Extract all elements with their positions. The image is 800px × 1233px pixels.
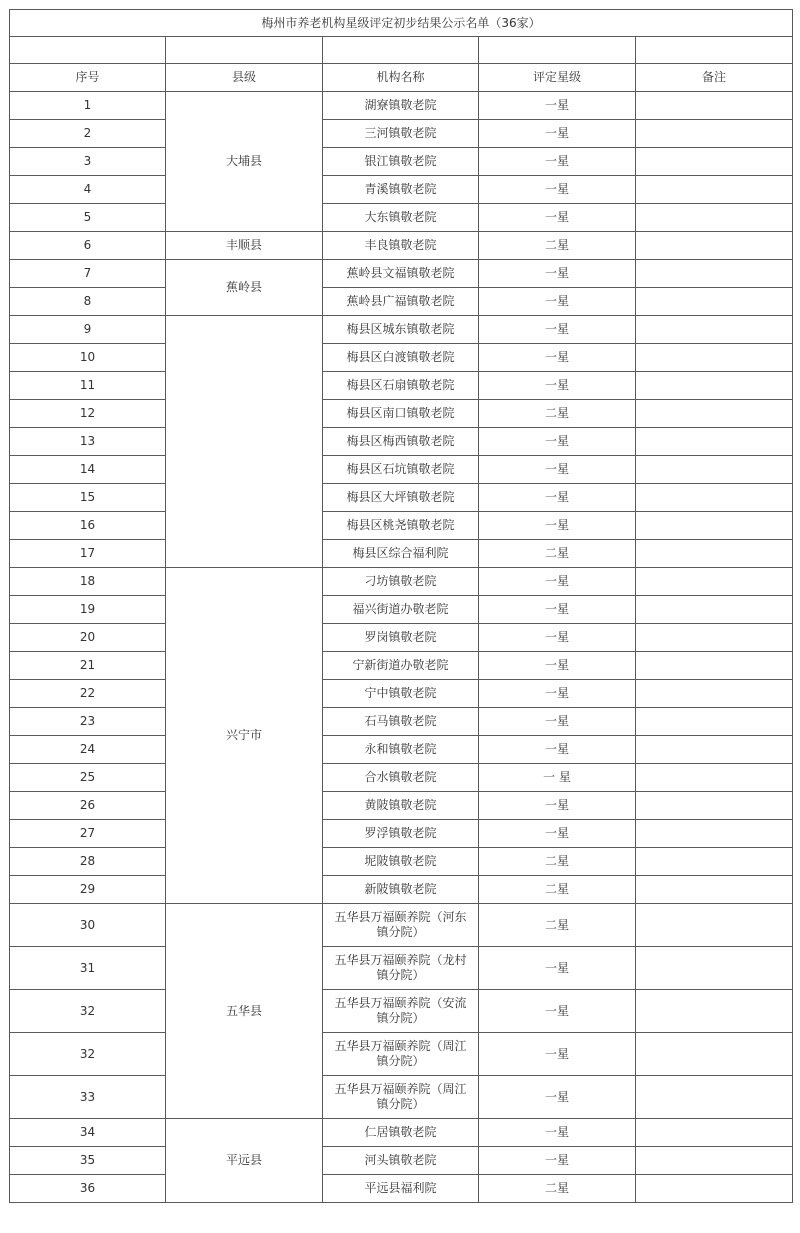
remark-cell	[636, 400, 793, 428]
star-rating: 一星	[479, 1147, 636, 1175]
table-row	[10, 372, 793, 400]
star-rating: 一星	[479, 680, 636, 708]
col-header-remark: 备注	[636, 64, 793, 92]
remark-cell	[636, 232, 793, 260]
county-cell: 五华县	[166, 904, 323, 1119]
star-rating: 二星	[479, 400, 636, 428]
row-number: 6	[10, 232, 166, 260]
remark-cell	[636, 260, 793, 288]
institution-name: 黄陂镇敬老院	[323, 792, 479, 820]
remark-cell	[636, 540, 793, 568]
institution-name: 梅县区城东镇敬老院	[323, 316, 479, 344]
star-rating: 一星	[479, 947, 636, 990]
institution-name: 仁居镇敬老院	[323, 1119, 479, 1147]
table-row	[10, 652, 793, 680]
institution-name: 五华县万福颐养院（龙村镇分院）	[323, 947, 479, 990]
county-cell	[166, 316, 323, 568]
row-number: 30	[10, 904, 166, 947]
institution-name: 青溪镇敬老院	[323, 176, 479, 204]
table-row	[10, 204, 793, 232]
remark-cell	[636, 848, 793, 876]
row-number: 28	[10, 848, 166, 876]
star-rating: 一星	[479, 1033, 636, 1076]
header-row	[10, 64, 793, 92]
table-row	[10, 456, 793, 484]
star-rating: 一星	[479, 1119, 636, 1147]
table-row	[10, 1076, 793, 1119]
row-number: 20	[10, 624, 166, 652]
star-rating: 一星	[479, 736, 636, 764]
remark-cell	[636, 1033, 793, 1076]
institution-name: 宁新街道办敬老院	[323, 652, 479, 680]
table-row	[10, 120, 793, 148]
col-header-star: 评定星级	[479, 64, 636, 92]
row-number: 7	[10, 260, 166, 288]
table-row	[10, 947, 793, 990]
table-row	[10, 820, 793, 848]
institution-name: 梅县区南口镇敬老院	[323, 400, 479, 428]
row-number: 35	[10, 1147, 166, 1175]
star-rating: 一星	[479, 708, 636, 736]
table-row	[10, 876, 793, 904]
remark-cell	[636, 736, 793, 764]
row-number: 36	[10, 1175, 166, 1203]
remark-cell	[636, 596, 793, 624]
star-rating: 二星	[479, 876, 636, 904]
row-number: 32	[10, 1033, 166, 1076]
star-rating: 一星	[479, 120, 636, 148]
remark-cell	[636, 792, 793, 820]
row-number: 23	[10, 708, 166, 736]
remark-cell	[636, 316, 793, 344]
row-number: 3	[10, 148, 166, 176]
row-number: 22	[10, 680, 166, 708]
remark-cell	[636, 876, 793, 904]
star-rating: 一星	[479, 92, 636, 120]
star-rating: 一星	[479, 344, 636, 372]
row-number: 33	[10, 1076, 166, 1119]
table-row	[10, 990, 793, 1033]
row-number: 16	[10, 512, 166, 540]
institution-name: 梅县区白渡镇敬老院	[323, 344, 479, 372]
star-rating: 一星	[479, 792, 636, 820]
table-row	[10, 736, 793, 764]
institution-name: 新陂镇敬老院	[323, 876, 479, 904]
table-row	[10, 512, 793, 540]
results-table	[9, 9, 793, 1203]
remark-cell	[636, 624, 793, 652]
institution-name: 梅县区综合福利院	[323, 540, 479, 568]
table-row	[10, 92, 793, 120]
table-row	[10, 792, 793, 820]
county-cell: 大埔县	[166, 92, 323, 232]
row-number: 11	[10, 372, 166, 400]
remark-cell	[636, 820, 793, 848]
star-rating: 一星	[479, 568, 636, 596]
institution-name: 三河镇敬老院	[323, 120, 479, 148]
star-rating: 一星	[479, 596, 636, 624]
star-rating: 二星	[479, 1175, 636, 1203]
institution-name: 梅县区石坑镇敬老院	[323, 456, 479, 484]
institution-name: 大东镇敬老院	[323, 204, 479, 232]
row-number: 4	[10, 176, 166, 204]
row-number: 14	[10, 456, 166, 484]
row-number: 15	[10, 484, 166, 512]
col-header-county: 县级	[166, 64, 323, 92]
star-rating: 二星	[479, 904, 636, 947]
table-row	[10, 484, 793, 512]
institution-name: 石马镇敬老院	[323, 708, 479, 736]
remark-cell	[636, 372, 793, 400]
remark-cell	[636, 484, 793, 512]
blank-row	[10, 37, 793, 64]
remark-cell	[636, 344, 793, 372]
star-rating: 一星	[479, 990, 636, 1033]
row-number: 8	[10, 288, 166, 316]
table-row	[10, 1119, 793, 1147]
row-number: 21	[10, 652, 166, 680]
table-row	[10, 316, 793, 344]
institution-name: 梅县区梅西镇敬老院	[323, 428, 479, 456]
institution-name: 五华县万福颐养院（周江镇分院）	[323, 1076, 479, 1119]
institution-name: 罗浮镇敬老院	[323, 820, 479, 848]
col-header-no: 序号	[10, 64, 166, 92]
institution-name: 银江镇敬老院	[323, 148, 479, 176]
table-row	[10, 176, 793, 204]
remark-cell	[636, 708, 793, 736]
star-rating: 一 星	[479, 764, 636, 792]
county-cell: 兴宁市	[166, 568, 323, 904]
remark-cell	[636, 120, 793, 148]
star-rating: 一星	[479, 652, 636, 680]
star-rating: 一星	[479, 316, 636, 344]
table-row	[10, 232, 793, 260]
table-row	[10, 624, 793, 652]
institution-name: 永和镇敬老院	[323, 736, 479, 764]
table-row	[10, 764, 793, 792]
institution-name: 五华县万福颐养院（安流镇分院）	[323, 990, 479, 1033]
row-number: 18	[10, 568, 166, 596]
row-number: 24	[10, 736, 166, 764]
table-title: 梅州市养老机构星级评定初步结果公示名单（36家）	[10, 10, 793, 37]
row-number: 31	[10, 947, 166, 990]
row-number: 9	[10, 316, 166, 344]
row-number: 13	[10, 428, 166, 456]
remark-cell	[636, 1076, 793, 1119]
remark-cell	[636, 947, 793, 990]
star-rating: 一星	[479, 484, 636, 512]
row-number: 5	[10, 204, 166, 232]
institution-name: 蕉岭县文福镇敬老院	[323, 260, 479, 288]
star-rating: 一星	[479, 260, 636, 288]
row-number: 32	[10, 990, 166, 1033]
star-rating: 二星	[479, 540, 636, 568]
remark-cell	[636, 204, 793, 232]
star-rating: 一星	[479, 148, 636, 176]
institution-name: 福兴街道办敬老院	[323, 596, 479, 624]
institution-name: 湖寮镇敬老院	[323, 92, 479, 120]
star-rating: 二星	[479, 848, 636, 876]
row-number: 12	[10, 400, 166, 428]
institution-name: 平远县福利院	[323, 1175, 479, 1203]
table-row	[10, 1033, 793, 1076]
star-rating: 一星	[479, 820, 636, 848]
remark-cell	[636, 680, 793, 708]
table-row	[10, 568, 793, 596]
institution-name: 丰良镇敬老院	[323, 232, 479, 260]
remark-cell	[636, 1147, 793, 1175]
remark-cell	[636, 1175, 793, 1203]
row-number: 10	[10, 344, 166, 372]
row-number: 17	[10, 540, 166, 568]
star-rating: 二星	[479, 232, 636, 260]
remark-cell	[636, 568, 793, 596]
institution-name: 蕉岭县广福镇敬老院	[323, 288, 479, 316]
remark-cell	[636, 512, 793, 540]
remark-cell	[636, 288, 793, 316]
table-row	[10, 596, 793, 624]
remark-cell	[636, 904, 793, 947]
remark-cell	[636, 990, 793, 1033]
remark-cell	[636, 176, 793, 204]
row-number: 27	[10, 820, 166, 848]
star-rating: 一星	[479, 512, 636, 540]
county-cell: 丰顺县	[166, 232, 323, 260]
county-cell: 平远县	[166, 1119, 323, 1203]
institution-name: 五华县万福颐养院（周江镇分院）	[323, 1033, 479, 1076]
institution-name: 梅县区石扇镇敬老院	[323, 372, 479, 400]
table-row	[10, 848, 793, 876]
star-rating: 一星	[479, 204, 636, 232]
star-rating: 一星	[479, 1076, 636, 1119]
row-number: 26	[10, 792, 166, 820]
table-row	[10, 1147, 793, 1175]
row-number: 19	[10, 596, 166, 624]
institution-name: 罗岗镇敬老院	[323, 624, 479, 652]
table-row	[10, 288, 793, 316]
remark-cell	[636, 764, 793, 792]
county-cell: 蕉岭县	[166, 260, 323, 316]
table-row	[10, 148, 793, 176]
col-header-name: 机构名称	[323, 64, 479, 92]
row-number: 34	[10, 1119, 166, 1147]
table-row	[10, 428, 793, 456]
star-rating: 一星	[479, 428, 636, 456]
star-rating: 一星	[479, 624, 636, 652]
institution-name: 刁坊镇敬老院	[323, 568, 479, 596]
table-row	[10, 680, 793, 708]
table-row	[10, 260, 793, 288]
institution-name: 五华县万福颐养院（河东镇分院）	[323, 904, 479, 947]
table-row	[10, 400, 793, 428]
row-number: 1	[10, 92, 166, 120]
table-row	[10, 708, 793, 736]
institution-name: 坭陂镇敬老院	[323, 848, 479, 876]
row-number: 29	[10, 876, 166, 904]
table-row	[10, 540, 793, 568]
star-rating: 一星	[479, 372, 636, 400]
institution-name: 梅县区桃尧镇敬老院	[323, 512, 479, 540]
institution-name: 宁中镇敬老院	[323, 680, 479, 708]
table-row	[10, 904, 793, 947]
remark-cell	[636, 1119, 793, 1147]
remark-cell	[636, 652, 793, 680]
remark-cell	[636, 92, 793, 120]
star-rating: 一星	[479, 288, 636, 316]
remark-cell	[636, 148, 793, 176]
table-row	[10, 1175, 793, 1203]
institution-name: 梅县区大坪镇敬老院	[323, 484, 479, 512]
row-number: 25	[10, 764, 166, 792]
star-rating: 一星	[479, 176, 636, 204]
institution-name: 河头镇敬老院	[323, 1147, 479, 1175]
remark-cell	[636, 428, 793, 456]
institution-name: 合水镇敬老院	[323, 764, 479, 792]
row-number: 2	[10, 120, 166, 148]
remark-cell	[636, 456, 793, 484]
star-rating: 一星	[479, 456, 636, 484]
table-row	[10, 344, 793, 372]
